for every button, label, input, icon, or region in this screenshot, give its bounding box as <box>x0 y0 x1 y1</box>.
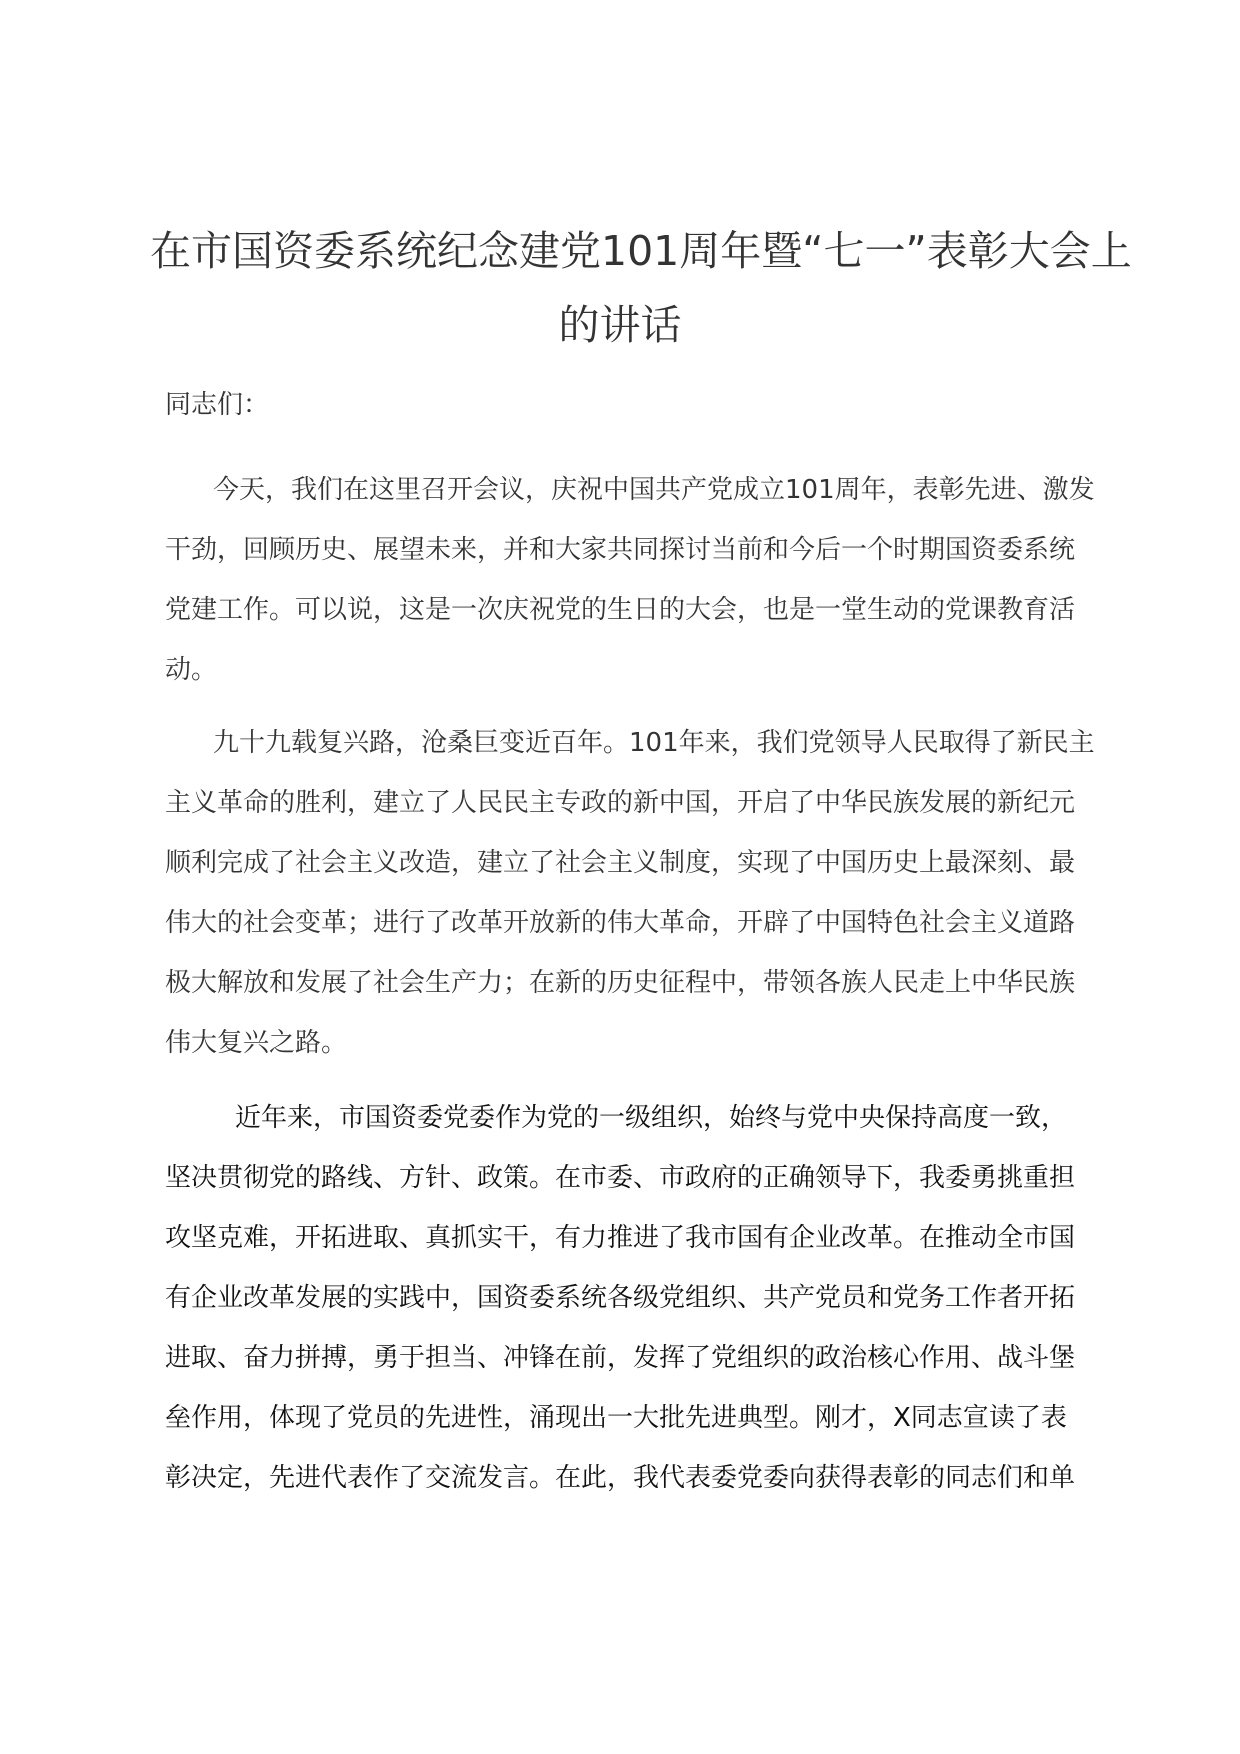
paragraph-line: 攻坚克难，开拓进取、真抓实干，有力推进了我市国有企业改革。在推动全市国 <box>165 1223 1076 1253</box>
salutation: 同志们： <box>165 390 270 420</box>
paragraph-3 <box>165 1088 1105 1508</box>
paragraph-line: 伟大复兴之路。 <box>165 1028 348 1058</box>
paragraph-line: 进取、奋力拼搏，勇于担当、冲锋在前，发挥了党组织的政治核心作用、战斗堡 <box>165 1343 1076 1373</box>
paragraph-line: 干劲，回顾历史、展望未来，并和大家共同探讨当前和今后一个时期国资委系统 <box>165 535 1076 565</box>
document-title-line-1: 在市国资委系统纪念建党101周年暨“七一”表彰大会上 <box>150 227 1132 275</box>
paragraph-line: 坚决贯彻党的路线、方针、政策。在市委、市政府的正确领导下，我委勇挑重担 <box>165 1163 1076 1193</box>
document-title-line-2: 的讲话 <box>558 301 682 349</box>
paragraph-line: 顺利完成了社会主义改造，建立了社会主义制度，实现了中国历史上最深刻、最 <box>165 848 1076 878</box>
paragraph-line: 垒作用，体现了党员的先进性，涌现出一大批先进典型。刚才，X同志宣读了表 <box>165 1403 1067 1433</box>
paragraph-line: 党建工作。可以说，这是一次庆祝党的生日的大会，也是一堂生动的党课教育活 <box>165 595 1076 625</box>
paragraph-2 <box>165 713 1105 1073</box>
paragraph-line: 有企业改革发展的实践中，国资委系统各级党组织、共产党员和党务工作者开拓 <box>165 1283 1076 1313</box>
paragraph-line: 彰决定，先进代表作了交流发言。在此，我代表委党委向获得表彰的同志们和单 <box>165 1463 1076 1493</box>
paragraph-line: 近年来，市国资委党委作为党的一级组织，始终与党中央保持高度一致， <box>235 1103 1068 1133</box>
paragraph-1 <box>165 460 1105 700</box>
paragraph-line: 九十九载复兴路，沧桑巨变近百年。101年来，我们党领导人民取得了新民主 <box>213 728 1095 758</box>
paragraph-line: 动。 <box>165 655 218 685</box>
paragraph-line: 今天，我们在这里召开会议，庆祝中国共产党成立101周年，表彰先进、激发 <box>213 475 1095 505</box>
paragraph-line: 主义革命的胜利，建立了人民民主专政的新中国，开启了中华民族发展的新纪元 <box>165 788 1076 818</box>
paragraph-line: 极大解放和发展了社会生产力；在新的历史征程中，带领各族人民走上中华民族 <box>165 968 1076 998</box>
paragraph-line: 伟大的社会变革；进行了改革开放新的伟大革命，开辟了中国特色社会主义道路 <box>165 908 1076 938</box>
